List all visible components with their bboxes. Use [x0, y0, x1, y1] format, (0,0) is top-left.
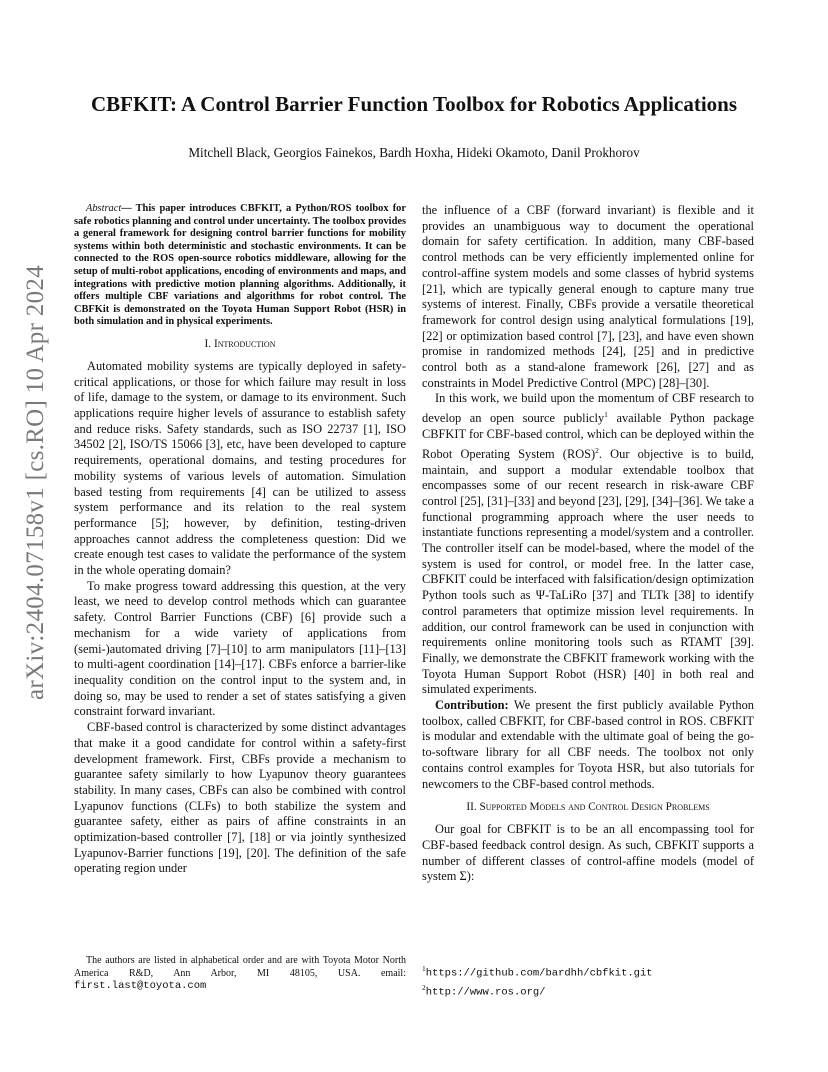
- section-title: Introduction: [213, 337, 276, 350]
- footnote: [422, 981, 754, 1000]
- affiliation-text: The authors are listed in alphabetical order and are with Toyota Motor North America R&D, Ann Arbor, MI 48105, USA. email:: [74, 955, 406, 979]
- section-heading-models: [422, 800, 754, 815]
- footnote-mark: 2: [595, 445, 599, 455]
- section-heading-introduction: [74, 337, 406, 352]
- contribution-label: Contribution:: [435, 698, 509, 713]
- paragraph: [422, 391, 754, 698]
- paragraph: To make progress toward addressing this question, at the very least, we need to develop control methods which can guarantee safety. Control Barrier Functions (CBF) [6] provide such a mechanism for a wide variety of applications from (semi-)automated driving [7]–[10] to arm manipulators [11]–[13] to multi-agent coordination [14]–[17]. CBFs enforce a barrier-like inequality condition on the control input to the system and, in doing so, may be used to render a set of states satisfying a given constraint forward invariant.: [74, 578, 406, 719]
- author-list: Mitchell Black, Georgios Fainekos, Bardh Hoxha, Hideki Okamoto, Danil Prokhorov: [188, 145, 640, 160]
- paragraph: CBF-based control is characterized by some distinct advantages that make it a good candidate for control within a safety-first development framework. First, CBFs provide a mechanism to guarantee safety similarly to how Lyapunov theory guarantees stability. In many cases, CBFs can also be combined with control Lyapunov functions (CLFs) to both stabilize the system and guarantee safety, either as pairs of affine constraints in an optimization-based controller [7], [18] or via jointly synthesized Lyapunov-Barrier functions [19], [20]. The definition of the safe operating region under: [74, 720, 406, 876]
- abstract-text: — This paper introduces CBFKIT, a Python/ROS toolbox for safe robotics planning and control under uncertainty. The toolbox provides a general framework for designing control barrier functions for mobility systems within both deterministic and stochastic environments. It can be connected to the ROS open-source robotics middleware, allowing for the setup of multi-robot applications, encoding of environments and maps, and integrations with predictive motion planning algorithms. Additionally, it offers multiple CBF variations and algorithms for robot control. The CBFKit is demonstrated on the Toyota Human Support Robot (HSR) in both simulation and in physical experiments.: [74, 203, 406, 328]
- abstract-lead: Abstract: [86, 203, 122, 214]
- contribution-text: We present the first publicly available Python toolbox, called CBFKIT, for CBF-based control in ROS. CBFKIT is modular and extendable with the ultimate goal of being the go-to-software library for all CBF needs. The toolbox not only contains control examples for Toyota HSR, but also tutorials for newcomers to the CBF-based control methods.: [422, 698, 754, 791]
- footnote-link[interactable]: https://github.com/bardhh/cbfkit.git: [425, 967, 653, 980]
- footnote-number: 1: [422, 964, 426, 973]
- author-affiliation-footnote: [74, 955, 406, 993]
- paragraph: Our goal for CBFKIT is to be an all encompassing tool for CBF-based feedback control design. As such, CBFKIT supports a number of different classes of control-affine models (model of system Σ):: [422, 822, 754, 884]
- paragraph: Automated mobility systems are typically deployed in safety-critical applications, or those for which failure may result in loss of life, damage to the system, or damage to its environment. Such applications require higher levels of assurance to establish safety and reduce risks. Safety standards, such as ISO 22737 [1], ISO 34502 [2], ISO/TS 15066 [3], etc, have been developed to capture requirements, operational domains, and testing procedures for mobility systems of various levels of automation. Simulation based testing from requirements [4] can be utilized to assess system performance and its relation to the real system performance [5]; however, by definition, testing-driven approaches cannot address the completeness question: Did we create enough test cases to validate the performance of the system in the whole operating domain?: [74, 358, 406, 578]
- paragraph-text: available Python package CBFKIT for CBF-based control, which can be deployed within the Robot Operating System (ROS): [422, 411, 754, 461]
- section-number: II.: [466, 801, 477, 814]
- right-column: [422, 203, 754, 885]
- author-email[interactable]: first.last@toyota.com: [74, 980, 207, 992]
- footnote: [422, 962, 754, 981]
- footnote-number: 2: [422, 982, 426, 992]
- arxiv-identifier: arXiv:2404.07158v1 [cs.RO] 10 Apr 2024: [22, 265, 49, 700]
- footnote-mark: 1: [604, 410, 608, 420]
- paragraph-text: In this work, we build upon the momentum of CBF research to develop an open source publicly: [422, 391, 754, 426]
- paragraph-text: . Our objective is to build, maintain, and support a modular extendable toolbox that encompasses some of our recent research in risk-aware CBF control [25], [31]–[33] and beyond [23], [29], [34]–[36]. We take a functional programming approach where the user needs to instantiate functions representing a model/system and a controller. The controller itself can be model-based, where the model of the system is used for control, or model free. In the latter case, CBFKIT could be interfaced with falsification/design optimization Python tools such as Ψ-TaLiRo [37] and TLTk [38] to identify control parameters that optimize mission level requirements. In addition, our control framework can be used in conjunction with requirements online monitoring tools such as RTAMT [39]. Finally, we demonstrate the CBFKIT framework working with the Toyota Human Support Robot (HSR) [40] in both real and simulated experiments.: [422, 446, 754, 697]
- abstract: [74, 203, 406, 329]
- left-column: [74, 203, 406, 877]
- paragraph: the influence of a CBF (forward invariant) is flexible and it provides an unambiguous way to document the operational domain for safety certification. In addition, many CBF-based control methods can be very efficiently implemented online for control-affine system models and some classes of hybrid systems [21], which are typically general enough to capture many true systems of interest. Finally, CBFs provide a versatile theoretical framework for control design using analytical formulations [19], [22] or optimization based control [7], [23], and have even shown promise in randomized methods [24], [25] and in predictive control both as a stand-alone framework [26], [27] and as constraints in Model Predictive Control (MPC) [28]–[30].: [422, 203, 754, 390]
- url-footnotes: [422, 962, 754, 999]
- section-number: I.: [204, 337, 212, 350]
- footnote-link[interactable]: http://www.ros.org/: [425, 986, 546, 998]
- section-title: Supported Models and Control Design Problems: [479, 801, 710, 814]
- contribution-paragraph: [422, 698, 754, 792]
- paper-title: CBFKIT: A Control Barrier Function Toolbox for Robotics Applications: [90, 92, 738, 116]
